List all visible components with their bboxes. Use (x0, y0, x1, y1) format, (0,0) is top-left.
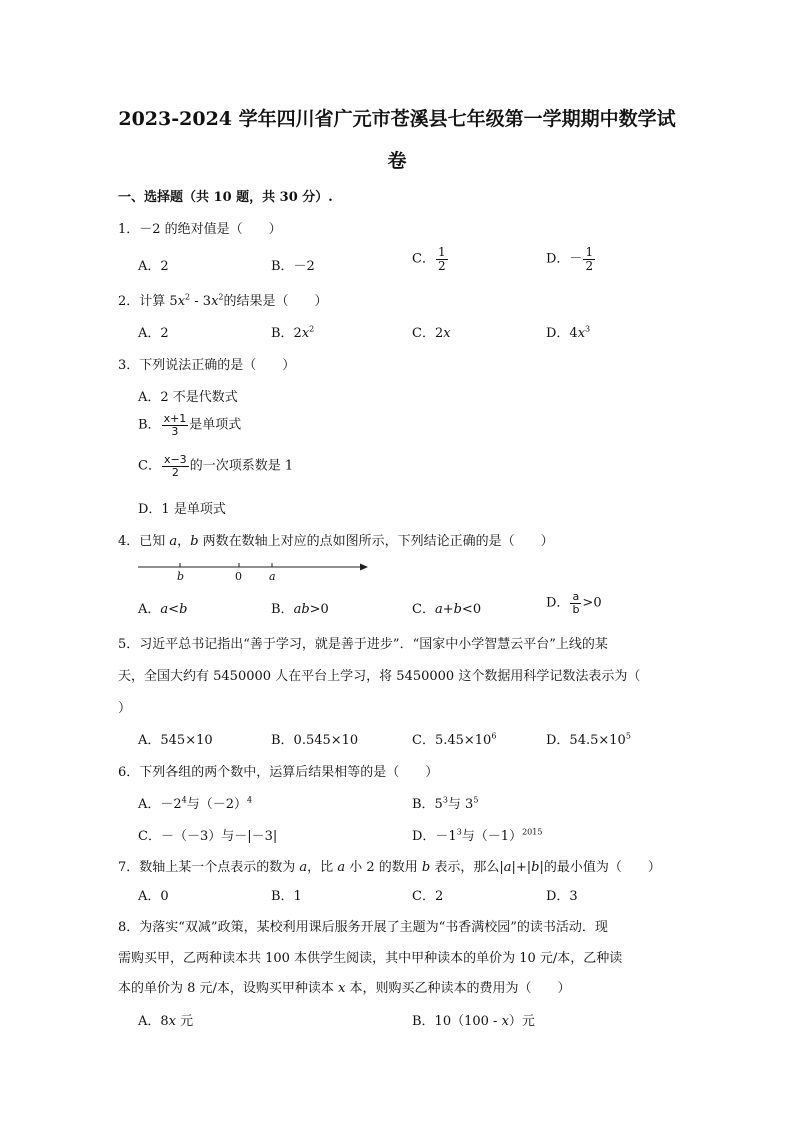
option-text: 是单项式 (189, 417, 242, 433)
page-title-continued: 卷 (387, 150, 407, 172)
option-text: 元 (176, 1014, 194, 1029)
operator: <0 (461, 602, 482, 617)
exponent: 6 (491, 731, 497, 741)
q4-stem-part: 4．已知 (118, 534, 170, 549)
exponent: 4 (181, 795, 187, 805)
q4-option-a (138, 598, 187, 617)
q4-option-c (412, 598, 481, 617)
q7-option-d: D．3 (546, 889, 578, 904)
q2-option-a: A．2 (138, 326, 169, 341)
q1-option-d-label: D．－ (546, 251, 583, 267)
q8-option-b (412, 1010, 535, 1029)
fraction-numerator: x+1 (163, 412, 187, 425)
fraction-numerator: a (570, 591, 581, 604)
variable-b: b (421, 860, 431, 875)
question-4-stem (118, 530, 554, 549)
q3-option-b-fraction (162, 413, 189, 437)
operator: >0 (309, 602, 329, 617)
option-text: 与（－2） (186, 797, 248, 812)
q6-option-b (412, 793, 478, 812)
variable-x: x (577, 326, 586, 341)
q1-option-b: B．－2 (271, 259, 315, 274)
option-text: B．2 (271, 326, 302, 341)
q7-stem-part: 小 2 的数用 (345, 860, 422, 875)
page-title: 2023-2024 学年四川省广元市苍溪县七年级第一学期期中数学试 (118, 108, 676, 130)
variable-x: x (338, 981, 346, 996)
option-label: C． (138, 458, 161, 474)
question-5-line-2: 天，全国大约有 5450000 人在平台上学习，将 5450000 这个数据用科学记数法表示为（ (118, 669, 641, 684)
q6-option-c: C．－（－3）与－|－3| (138, 829, 278, 844)
option-label: B． (271, 602, 294, 617)
q1-option-c-label: C． (412, 251, 435, 267)
q2-option-c (412, 322, 451, 341)
expression: a+b (434, 602, 462, 617)
option-text: C．5.45×10 (412, 733, 492, 748)
fraction-numerator: 1 (585, 245, 594, 259)
q2-stem-part: 的结果是（ ） (223, 294, 328, 309)
exponent: 5 (473, 795, 479, 805)
q8-stem-part: 本，则购买乙种读本的费用为（ ） (345, 981, 571, 996)
fraction-numerator: 1 (437, 245, 446, 259)
number-line-figure (138, 556, 378, 586)
question-5-line-3: ） (118, 701, 132, 716)
q7-option-b: B．1 (271, 889, 302, 904)
option-text: D．54.5×10 (546, 733, 626, 748)
option-text: B．10（100 - (412, 1014, 502, 1029)
option-label: C． (412, 602, 435, 617)
variable-a: a (503, 860, 512, 875)
q4-stem-part: ， (177, 534, 191, 549)
option-text: D．4 (546, 326, 578, 341)
q1-option-c (412, 246, 449, 272)
variable-b: b (190, 534, 199, 549)
variable-x: x (177, 294, 186, 309)
variable-a: a (160, 602, 169, 617)
exponent: 3 (456, 827, 462, 837)
exponent: 2015 (522, 827, 543, 837)
question-2-stem (118, 290, 328, 309)
variable-a: a (337, 860, 346, 875)
axis-label-a: a (269, 570, 276, 583)
exponent: 4 (247, 795, 253, 805)
question-5-line-1: 5．习近平总书记指出“善于学习，就是善于进步”．“国家中小学智慧云平台”上线的某 (118, 637, 608, 652)
question-1-stem: 1．－2 的绝对值是（ ） (118, 222, 282, 237)
q3-option-d: D．1 是单项式 (138, 502, 226, 517)
q2-option-d (546, 322, 590, 341)
fraction-denominator: 2 (171, 465, 179, 479)
option-text: C．2 (412, 326, 444, 341)
option-label: D． (546, 595, 570, 611)
q7-option-a: A．0 (138, 889, 169, 904)
q4-option-d-fraction (570, 591, 581, 615)
option-text: 的一次项系数是 1 (189, 458, 294, 474)
q1-option-d (546, 246, 596, 272)
fraction-denominator: 2 (437, 258, 446, 273)
exponent: 2 (185, 292, 191, 302)
q7-stem-part: 表示，那么| (430, 860, 504, 875)
exponent: 2 (309, 324, 315, 334)
question-7-stem (118, 856, 661, 875)
q6-option-a (138, 793, 252, 812)
fraction-denominator: 2 (585, 258, 594, 273)
variable-x: x (501, 1014, 509, 1029)
q7-stem-part: ，比 (307, 860, 338, 875)
q7-stem-part: 7．数轴上某一个点表示的数为 (118, 860, 300, 875)
q1-option-d-fraction (583, 246, 595, 272)
q3-option-a: A．2 不是代数式 (138, 390, 238, 405)
section-heading: 一、选择题（共 10 题，共 30 分）. (118, 190, 333, 205)
q5-option-d (546, 729, 631, 748)
q4-option-d (546, 591, 602, 615)
q8-stem-part: 本的单价为 8 元/本，设购买甲种读本 (118, 981, 339, 996)
option-text: 与 3 (447, 797, 474, 812)
option-label: B． (138, 417, 161, 433)
q1-option-a: A．2 (138, 259, 169, 274)
variable-a: a (299, 860, 308, 875)
q7-stem-part: |+| (511, 860, 532, 875)
operator: >0 (582, 595, 602, 611)
q7-option-c: C．2 (412, 889, 444, 904)
variable-a: a (169, 534, 178, 549)
q5-option-c (412, 729, 496, 748)
variable-b: b (179, 602, 188, 617)
q3-option-c (138, 454, 293, 478)
expression: ab (293, 602, 310, 617)
q2-stem-part: 2．计算 5 (118, 294, 178, 309)
question-6-stem: 6．下列各组的两个数中，运算后结果相等的是（ ） (118, 765, 439, 780)
q3-option-c-fraction (162, 454, 189, 478)
option-label: A． (138, 602, 161, 617)
question-8-line-1: 8．为落实“双减”政策，某校利用课后服务开展了主题为“书香满校园”的读书活动．现 (118, 920, 608, 935)
q4-option-b (271, 598, 329, 617)
variable-x: x (168, 1014, 177, 1029)
fraction-numerator: x−3 (163, 453, 187, 466)
q5-option-a: A．545×10 (138, 733, 213, 748)
option-text: B．5 (412, 797, 443, 812)
option-text: ）元 (508, 1014, 535, 1029)
q4-stem-part: 两数在数轴上对应的点如图所示，下列结论正确的是（ ） (198, 534, 554, 549)
q1-option-c-fraction (436, 246, 448, 272)
question-3-stem: 3．下列说法正确的是（ ） (118, 358, 296, 373)
option-text: 与（－1） (461, 829, 523, 844)
q6-option-d (412, 825, 542, 844)
q2-stem-part: - 3 (190, 294, 212, 309)
operator: < (168, 602, 180, 617)
variable-x: x (301, 326, 310, 341)
question-8-line-3 (118, 977, 571, 996)
question-8-line-2: 需购买甲，乙两种读本共 100 本供学生阅读，其中甲种读本的单价为 10 元/本，乙种读 (118, 951, 623, 966)
q2-option-b (271, 322, 314, 341)
axis-label-b: b (177, 570, 185, 583)
q7-stem-part: |的最小值为（ ） (539, 860, 661, 875)
exponent: 3 (585, 324, 591, 334)
exponent: 2 (218, 292, 224, 302)
option-text: A．8 (138, 1014, 169, 1029)
exponent: 3 (442, 795, 448, 805)
variable-x: x (443, 326, 451, 341)
fraction-denominator: 3 (171, 424, 179, 438)
q8-option-a (138, 1010, 193, 1029)
axis-label-0: 0 (235, 570, 242, 583)
fraction-denominator: b (572, 602, 580, 616)
exponent: 5 (625, 731, 631, 741)
option-text: D．－1 (412, 829, 457, 844)
arrow-right-icon (360, 564, 368, 571)
option-text: A．－2 (138, 797, 182, 812)
q5-option-b: B．0.545×10 (271, 733, 359, 748)
variable-b: b (531, 860, 540, 875)
q3-option-b (138, 413, 241, 437)
variable-x: x (211, 294, 219, 309)
